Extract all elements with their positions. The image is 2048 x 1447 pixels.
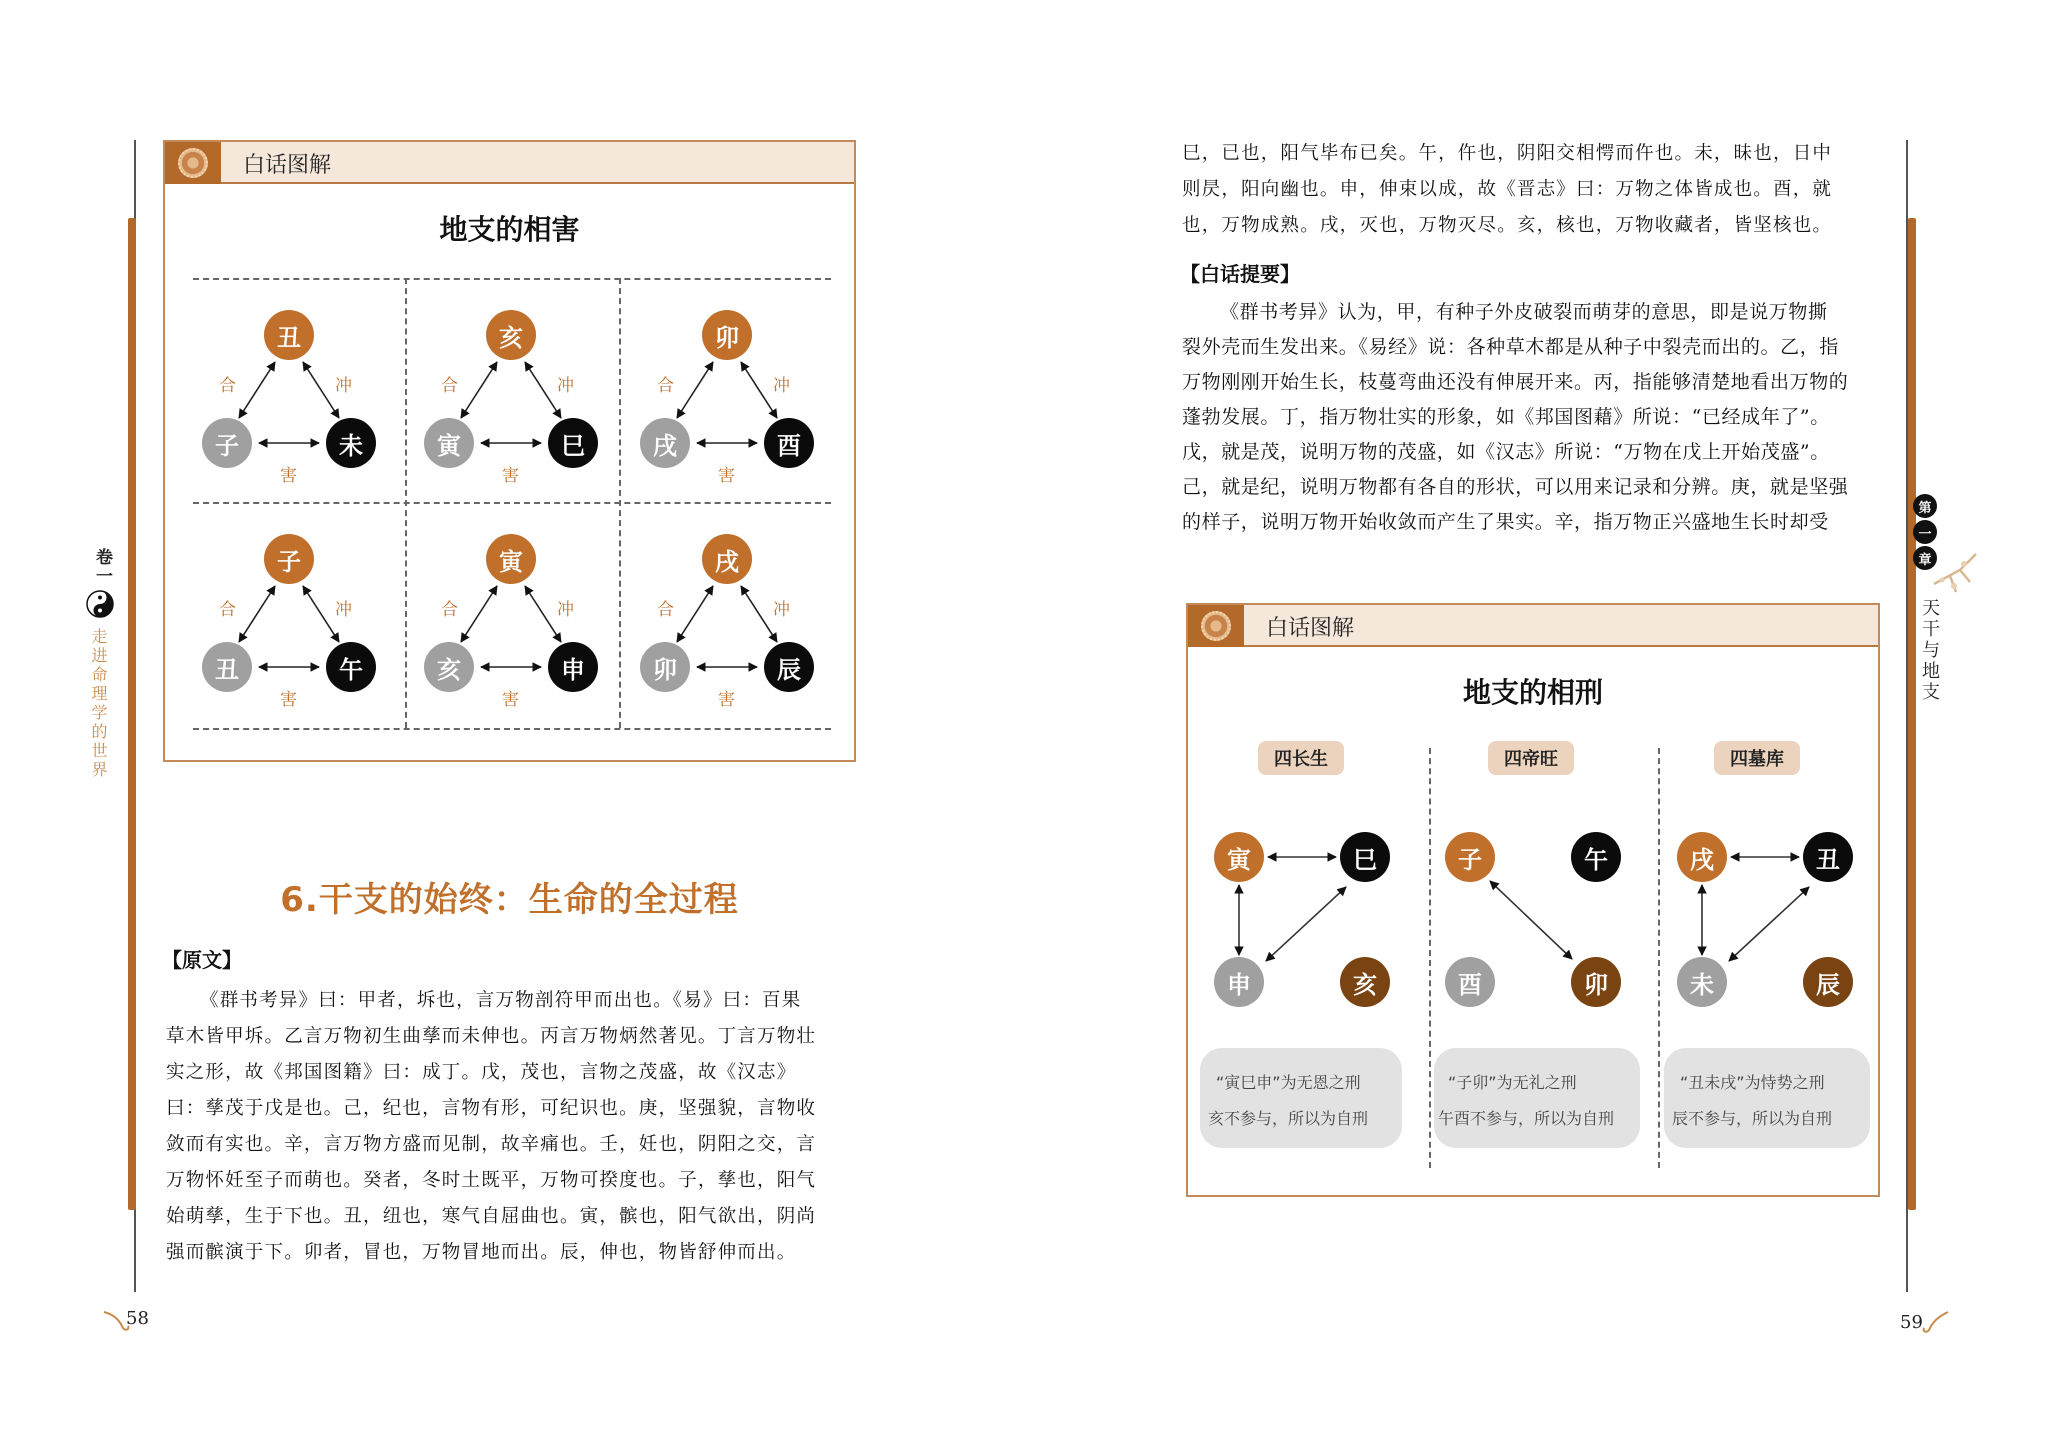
branch-node-right: 申 bbox=[548, 642, 598, 692]
harm-diagram-box bbox=[163, 140, 856, 762]
branch-node: 酉 bbox=[1445, 957, 1495, 1007]
note-card bbox=[1200, 1048, 1402, 1148]
label-he: 合 bbox=[219, 376, 236, 396]
text-line: 裂外壳而生发出来。《易经》说：各种草木都是从种子中裂壳而出的。乙，指 bbox=[1182, 336, 1839, 358]
text-line: 实之形，故《邦国图籍》曰：成丁。戊，茂也，言物之茂盛，故《汉志》 bbox=[166, 1062, 797, 1083]
box-header bbox=[1188, 605, 1878, 647]
summary-heading: 【白话提要】 bbox=[1180, 262, 1300, 286]
branch-node: 辰 bbox=[1803, 957, 1853, 1007]
group-divider bbox=[1429, 748, 1431, 1168]
branch-node: 巳 bbox=[1340, 832, 1390, 882]
label-hai: 害 bbox=[718, 466, 735, 486]
box-header-label: 白话图解 bbox=[243, 153, 332, 178]
branch-node-left: 戌 bbox=[640, 418, 690, 468]
text-line: 《群书考异》认为，甲，有种子外皮破裂而萌芽的意思，即是说万物撕 bbox=[1220, 301, 1828, 323]
chapter-title: 天干与地支 bbox=[1919, 598, 1940, 703]
label-chong: 冲 bbox=[557, 376, 574, 396]
text-line: 《群书考异》曰：甲者，坼也，言万物剖符甲而出也。《易》曰：百果 bbox=[200, 990, 802, 1011]
text-line: 则昃，阳向幽也。申，伸束以成，故《晋志》曰：万物之体皆成也。酉，就 bbox=[1182, 179, 1833, 200]
branch-node-right: 午 bbox=[326, 642, 376, 692]
label-chong: 冲 bbox=[773, 376, 790, 396]
box-header-label: 白话图解 bbox=[1266, 616, 1355, 641]
text-line: 始萌孳，生于下也。丑，纽也，寒气自屈曲也。寅，髌也，阳气欲出，阴尚 bbox=[166, 1206, 817, 1227]
branch-node-top: 丑 bbox=[264, 310, 314, 360]
note-line: 亥不参与，所以为自刑 bbox=[1208, 1109, 1369, 1128]
branch-node-right: 巳 bbox=[548, 418, 598, 468]
note-line: “子卯”为无礼之刑 bbox=[1448, 1073, 1577, 1092]
branch-node-top: 寅 bbox=[486, 534, 536, 584]
volume-label: 卷一 bbox=[92, 548, 112, 586]
branch-node: 子 bbox=[1445, 832, 1495, 882]
branch-node-left: 丑 bbox=[202, 642, 252, 692]
text-line: 也，万物成熟。戌，灭也，万物灭尽。亥，核也，万物收藏者，皆坚核也。 bbox=[1182, 215, 1833, 236]
branch-node: 寅 bbox=[1214, 832, 1264, 882]
text-line: 强而髌演于下。卯者，冒也，万物冒地而出。辰，伸也，物皆舒伸而出。 bbox=[166, 1242, 797, 1263]
yin-yang-icon bbox=[86, 590, 114, 618]
branch-node: 亥 bbox=[1340, 957, 1390, 1007]
label-he: 合 bbox=[441, 376, 458, 396]
label-hai: 害 bbox=[502, 466, 519, 486]
label-hai: 害 bbox=[718, 690, 735, 710]
note-card bbox=[1434, 1048, 1640, 1148]
label-hai: 害 bbox=[502, 690, 519, 710]
branch-node-right: 酉 bbox=[764, 418, 814, 468]
text-line: 敛而有实也。辛，言万物方盛而见制，故辛痛也。壬，妊也，阴阳之交，言 bbox=[166, 1134, 817, 1155]
branch-node: 丑 bbox=[1803, 832, 1853, 882]
branch-node-top: 亥 bbox=[486, 310, 536, 360]
grid-divider bbox=[193, 728, 831, 730]
branch-node-left: 亥 bbox=[424, 642, 474, 692]
group-divider bbox=[1658, 748, 1660, 1168]
section-title: 6.干支的始终：生命的全过程 bbox=[280, 880, 739, 920]
label-he: 合 bbox=[657, 600, 674, 620]
branch-node: 申 bbox=[1214, 957, 1264, 1007]
volume-subtitle: 走进命理学的世界 bbox=[89, 628, 108, 780]
text-line: 曰：孳茂于戊是也。己，纪也，言物有形，可纪识也。庚，坚强貌，言物收 bbox=[166, 1098, 817, 1119]
text-line: 万物刚刚开始生长，枝蔓弯曲还没有伸展开来。丙，指能够清楚地看出万物的 bbox=[1182, 371, 1849, 393]
right-spine-bar bbox=[1908, 218, 1916, 1210]
branch-node: 未 bbox=[1677, 957, 1727, 1007]
note-line: “寅巳申”为无恩之刑 bbox=[1216, 1073, 1361, 1092]
grid-divider bbox=[193, 278, 831, 280]
label-he: 合 bbox=[219, 600, 236, 620]
branch-node-top: 卯 bbox=[702, 310, 752, 360]
note-card bbox=[1664, 1048, 1870, 1148]
group-label: 四长生 bbox=[1258, 741, 1344, 775]
diagram-title: 地支的相害 bbox=[439, 213, 580, 246]
emblem-icon bbox=[1188, 605, 1244, 647]
punishment-diagram-box bbox=[1186, 603, 1880, 1197]
diagram-title: 地支的相刑 bbox=[1462, 676, 1603, 709]
label-chong: 冲 bbox=[335, 376, 352, 396]
branch-node-right: 未 bbox=[326, 418, 376, 468]
branch-node-left: 子 bbox=[202, 418, 252, 468]
text-line: 的样子，说明万物开始收敛而产生了果实。辛，指万物正兴盛地生长时却受 bbox=[1182, 511, 1829, 533]
note-line: 辰不参与，所以为自刑 bbox=[1672, 1109, 1833, 1128]
branch-node-left: 寅 bbox=[424, 418, 474, 468]
label-chong: 冲 bbox=[557, 600, 574, 620]
label-hai: 害 bbox=[280, 466, 297, 486]
box-header bbox=[165, 142, 854, 184]
page-number: 59 bbox=[1900, 1312, 1923, 1333]
plum-branch-icon bbox=[1930, 548, 1980, 598]
label-hai: 害 bbox=[280, 690, 297, 710]
label-he: 合 bbox=[657, 376, 674, 396]
chapter-mark: 章 bbox=[1913, 546, 1937, 570]
text-line: 万物怀妊至子而萌也。癸者，冬时土既平，万物可揆度也。子，孳也，阳气 bbox=[166, 1170, 817, 1191]
branch-node: 戌 bbox=[1677, 832, 1727, 882]
text-line: 巳，已也，阳气毕布已矣。午，仵也，阴阳交相愕而仵也。未，昧也，日中 bbox=[1182, 143, 1833, 164]
branch-node-top: 子 bbox=[264, 534, 314, 584]
page-number: 58 bbox=[126, 1308, 149, 1329]
note-line: “丑未戌”为恃势之刑 bbox=[1680, 1073, 1825, 1092]
text-line: 己，就是纪，说明万物都有各自的形状，可以用来记录和分辨。庚，就是坚强 bbox=[1182, 476, 1849, 498]
chapter-mark: 一 bbox=[1913, 520, 1937, 544]
branch-node-left: 卯 bbox=[640, 642, 690, 692]
text-line: 戊，就是茂，说明万物的茂盛，如《汉志》所说：“万物在戊上开始茂盛”。 bbox=[1182, 441, 1830, 463]
group-label: 四帝旺 bbox=[1488, 741, 1574, 775]
grid-divider bbox=[193, 502, 831, 504]
note-line: 午酉不参与，所以为自刑 bbox=[1438, 1109, 1615, 1128]
branch-node: 卯 bbox=[1571, 957, 1621, 1007]
label-he: 合 bbox=[441, 600, 458, 620]
branch-node-top: 戌 bbox=[702, 534, 752, 584]
label-chong: 冲 bbox=[335, 600, 352, 620]
left-spine-bar bbox=[128, 218, 136, 1210]
page-ornament-icon bbox=[1918, 1308, 1950, 1338]
grid-divider bbox=[619, 278, 621, 728]
original-text-heading: 【原文】 bbox=[162, 948, 242, 972]
chapter-mark: 第 bbox=[1913, 494, 1937, 518]
text-line: 蓬勃发展。丁，指万物壮实的形象，如《邦国图藉》所说：“已经成年了”。 bbox=[1182, 406, 1830, 428]
group-label: 四墓库 bbox=[1714, 741, 1800, 775]
label-chong: 冲 bbox=[773, 600, 790, 620]
branch-node-right: 辰 bbox=[764, 642, 814, 692]
grid-divider bbox=[405, 278, 407, 728]
text-line: 草木皆甲坼。乙言万物初生曲孳而未伸也。丙言万物炳然著见。丁言万物壮 bbox=[166, 1026, 817, 1047]
emblem-icon bbox=[165, 142, 221, 184]
branch-node: 午 bbox=[1571, 832, 1621, 882]
